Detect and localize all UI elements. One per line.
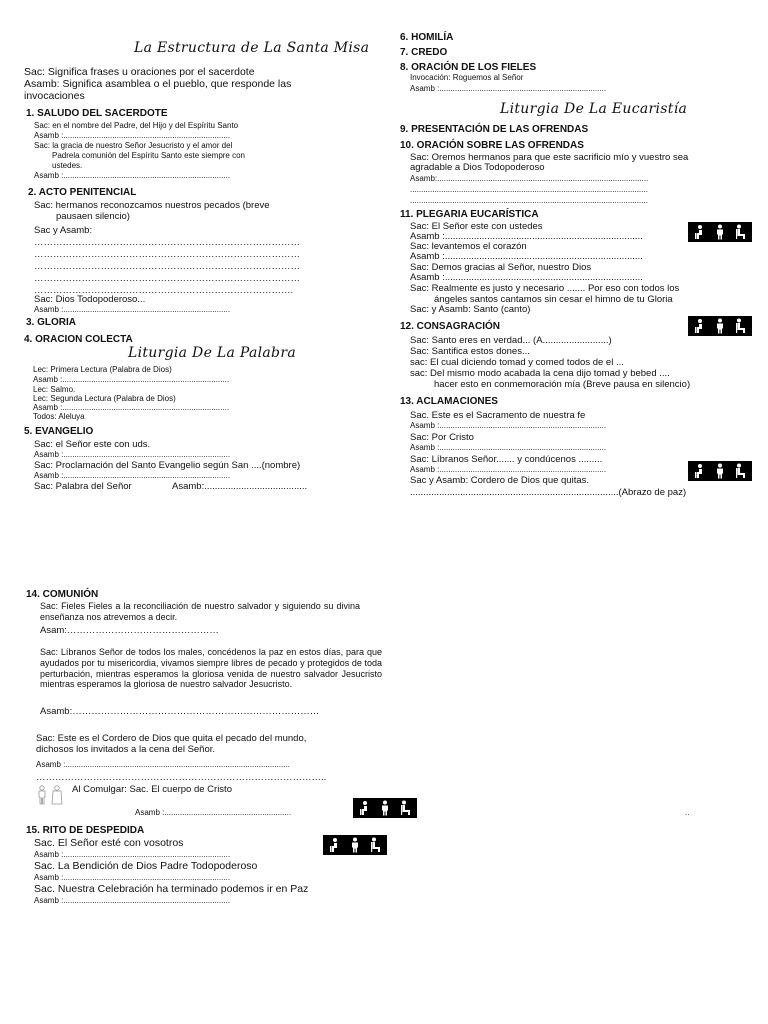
text-line: Asam:………………………………………… [40, 625, 219, 636]
text-line: sac: Del mismo modo acabada la cena dijo tomad y bebed .... [410, 368, 670, 379]
section-heading: 15. RITO DE DESPEDIDA [26, 825, 145, 836]
text-line: Asamb :........................................................................... [410, 465, 607, 474]
text-line: Sac: Oremos hermanos para que este sacrificio mío y vuestro sea [410, 152, 689, 163]
posture-icons [688, 461, 752, 481]
section-heading: 6. HOMILÍA [400, 32, 454, 43]
fill-line: ………………………………………………………………………… [34, 237, 300, 248]
sit-icon [398, 800, 414, 816]
sit-icon [733, 318, 749, 334]
fill-line: ………………………………………………………………………… [34, 273, 300, 284]
fill-line: ……………………………………………………………………………….. [36, 772, 327, 783]
text-line: Asamb :........................................................................... [410, 231, 643, 242]
text-line: Asamb :........................................................................... [410, 84, 607, 93]
text-line: Asamb :..................................................................................................... [36, 760, 290, 769]
text-line: Asamb :........................................................................... [33, 375, 230, 384]
text-line: Sac: en el nombre del Padre, del Hijo y del Espíritu Santo [34, 121, 239, 130]
text-line: Sac: hermanos reconozcamos nuestros pecados (breve [34, 200, 270, 211]
text-line: agradable a Dios Todopoderoso [410, 162, 545, 173]
fill-line: ………………………………………………………………………… [34, 261, 300, 272]
stand-icon [347, 837, 363, 853]
text-line: Asamb :........................................................................... [410, 272, 643, 283]
text-line: Asamb :........................................................................... [34, 171, 231, 180]
intro-line: invocaciones [24, 90, 85, 102]
text-line: Sac: Realmente es justo y necesario ....... Por eso con todos los [410, 283, 680, 294]
text-line: Invocación: Roguemos al Señor [410, 73, 524, 82]
text-line: Asamb :........................................................................... [410, 251, 643, 262]
posture-icons [353, 798, 417, 818]
text-line: pausaen silencio) [56, 211, 130, 222]
text-line: Asamb :........................................................................... [34, 305, 231, 314]
ghost-icons [36, 785, 66, 805]
text-line: Sac: Este es el Cordero de Dios que quita el pecado del mundo, [36, 733, 307, 744]
section-title-palabra: Liturgia De La Palabra [128, 345, 296, 361]
text-line: Asamb :........................................................................... [34, 450, 231, 459]
text-line: Asamb :........................................................................... [410, 443, 607, 452]
text-line: ...............................................................................(Abrazo de paz) [410, 487, 687, 498]
posture-icons [688, 316, 752, 336]
fill-line: ........................................................................................................... [410, 185, 648, 194]
fill-line: ........................................................................................................... [410, 196, 648, 205]
text-line: .. [685, 808, 690, 817]
text-line: Sac: Palabra del Señor [34, 481, 132, 492]
text-line: Sac: levantemos el corazón [410, 241, 527, 252]
text-line: Asamb:............................................................................................... [410, 174, 649, 183]
text-line: Sac: Santifica estos dones... [410, 346, 530, 357]
section-heading: 7. CREDO [400, 47, 448, 58]
text-line: Sac y Asamb: Cordero de Dios que quitas. [410, 475, 590, 486]
text-line: Todos: Aleluya [33, 412, 85, 421]
text-line: Sac. Este es el Sacramento de nuestra fe [410, 410, 586, 421]
text-line: Sac. La Bendición de Dios Padre Todopoderoso [34, 860, 258, 872]
section-heading: 14. COMUNIÓN [26, 589, 99, 600]
text-line: Sac: Proclamación del Santo Evangelio según San ....(nombre) [34, 460, 301, 471]
section-heading: 1. SALUDO DEL SACERDOTE [26, 108, 168, 119]
text-line: Lec: Primera Lectura (Palabra de Dios) [33, 365, 172, 374]
text-line: Sac: Líbranos Señor....... y condúcenos ......... [410, 454, 603, 465]
section-heading: 2. ACTO PENITENCIAL [28, 187, 137, 198]
text-line: Sac. Nuestra Celebración ha terminado podemos ir en Paz [34, 883, 309, 895]
text-line: Asamb :........................................................................... [34, 471, 231, 480]
text-line: Al Comulgar: Sac. El cuerpo de Cristo [72, 784, 232, 795]
section-heading: 13. ACLAMACIONES [400, 396, 498, 407]
text-line: Asamb :........................................................................... [34, 131, 231, 140]
paragraph: Sac: Líbranos Señor de todos los males, concédenos la paz en estos días, para que ayudados por tu misericordia, vivamos siempre libres de pecado y protegidos de toda perturbación, mientras esperamos la gloriosa venida de nuestro salvador Jesucristo mientras esperamos la gloriosa de nuestro salvador Jesucristo. [40, 647, 382, 690]
fill-line: ………………………………………………………………………… [34, 249, 300, 260]
section-heading: 3. GLORIA [26, 317, 77, 328]
text-line: ustedes. [52, 161, 83, 170]
text-line: Sac: Por Cristo [410, 432, 474, 443]
section-heading: 12. CONSAGRACIÓN [400, 321, 501, 332]
text-line: Sac y Asamb: [34, 225, 93, 236]
text-line: Lec: Salmo. [33, 385, 76, 394]
text-line: Asamb :........................................................................... [410, 421, 607, 430]
stand-icon [712, 224, 728, 240]
text-line: Padrela comunión del Espíritu Santo este siempre con [52, 151, 245, 160]
text-line: hacer esto en conmemoración mía (Breve pausa en silencio) [434, 379, 691, 390]
section-heading: 4. ORACION COLECTA [24, 334, 133, 345]
text-line: Asamb :........................................................................... [34, 896, 231, 905]
text-line: Lec: Segunda Lectura (Palabra de Dios) [33, 394, 176, 403]
fill-line: ………………………………………………………………………. [34, 285, 294, 296]
stand-icon [377, 800, 393, 816]
section-heading: 9. PRESENTACIÓN DE LAS OFRENDAS [400, 124, 589, 135]
receiving-communion-icon [36, 785, 49, 805]
kneel-icon [691, 224, 707, 240]
kneel-icon [691, 463, 707, 479]
section-heading: 5. EVANGELIO [24, 426, 94, 437]
text-line: Asamb:....................................... [172, 481, 308, 492]
text-line: Sac: El Señor este con ustedes [410, 221, 543, 232]
kneel-icon [326, 837, 342, 853]
kneel-icon [691, 318, 707, 334]
page-title: La Estructura de La Santa Misa [134, 40, 370, 56]
text-line: Sac: la gracia de nuestro Señor Jesucristo y el amor del [34, 141, 233, 150]
stand-icon [712, 463, 728, 479]
intro-line: Sac: Significa frases u oraciones por el sacerdote [24, 66, 255, 78]
text-line: Asamb :........................................................................... [34, 850, 231, 859]
sit-icon [368, 837, 384, 853]
text-line: Sac: Demos gracias al Señor, nuestro Dios [410, 262, 592, 273]
priest-icon [51, 785, 64, 805]
sit-icon [733, 224, 749, 240]
intro-line: Asamb: Significa asamblea o el pueblo, que responde las [24, 78, 292, 90]
text-line: Asamb:…………………………………………………………………… [40, 706, 320, 717]
text-line: Sac. El Señor esté con vosotros [34, 837, 184, 849]
section-heading: 10. ORACIÓN SOBRE LAS OFRENDAS [400, 140, 584, 151]
text-line: ángeles santos cantamos sin cesar el himno de tu Gloria [434, 294, 673, 305]
sit-icon [733, 463, 749, 479]
stand-icon [712, 318, 728, 334]
text-line: Sac: Santo eres en verdad... (A.........................) [410, 335, 612, 346]
section-title-eucaristia: Liturgia De La Eucaristía [500, 101, 688, 117]
text-line: Asamb :........................................................................... [33, 403, 230, 412]
kneel-icon [356, 800, 372, 816]
posture-icons [323, 835, 387, 855]
section-heading: 11. PLEGARIA EUCARÍSTICA [400, 209, 539, 220]
text-line: dichosos los invitados a la cena del Señor. [36, 744, 216, 755]
text-line: Sac: el Señor este con uds. [34, 439, 151, 450]
text-line: Asamb :......................................................... [135, 808, 292, 817]
section-heading: 8. ORACIÓN DE LOS FIELES [400, 62, 537, 73]
paragraph: Sac: Fieles Fieles a la reconciliación de nuestro salvador y siguiendo su divina enseñanza nos atrevemos a decir. [40, 601, 360, 622]
posture-icons [688, 222, 752, 242]
text-line: Sac: y Asamb: Santo (canto) [410, 304, 531, 315]
text-line: Asamb :........................................................................... [34, 873, 231, 882]
text-line: sac: El cual diciendo tomad y comed todos de el ... [410, 357, 624, 368]
text-line: Sac: Dios Todopoderoso... [34, 294, 146, 305]
